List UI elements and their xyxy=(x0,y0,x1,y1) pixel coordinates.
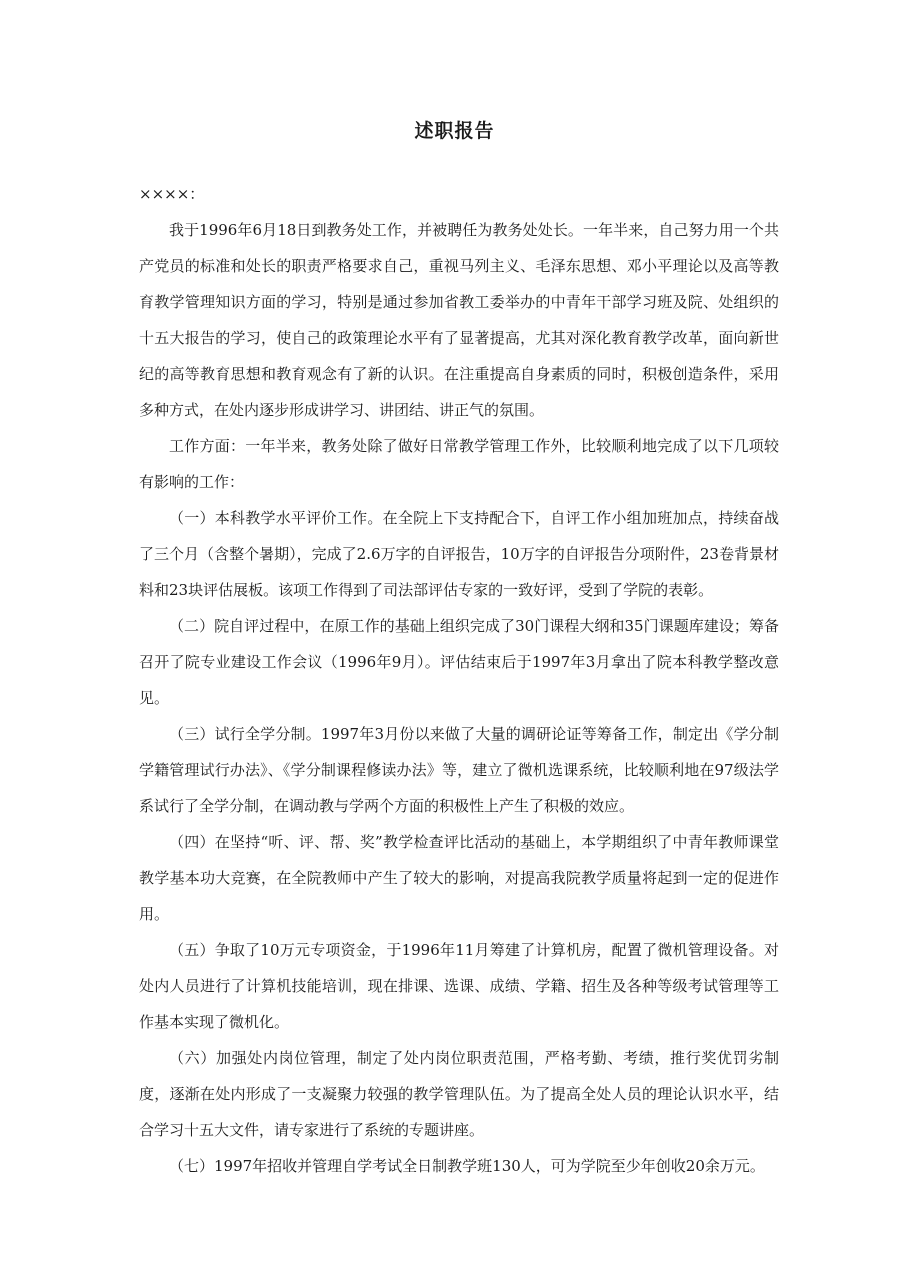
paragraph-item-7: （七）1997年招收并管理自学考试全日制教学班130人，可为学院至少年创收20余万元。 xyxy=(169,1157,765,1175)
paragraph-item-2: （二）院自评过程中，在原工作的基础上组织完成了30门课程大纲和35门课题库建设；筹备召开了院专业建设工作会议（1996年9月）。评估结束后于1997年3月拿出了院本科教学整改意见。 xyxy=(139,617,779,707)
paragraph-work-overview: 工作方面：一年半来，教务处除了做好日常教学管理工作外，比较顺利地完成了以下几项较有影响的工作： xyxy=(139,437,779,491)
document-body xyxy=(139,176,779,1184)
paragraph-item-6: （六）加强处内岗位管理，制定了处内岗位职责范围，严格考勤、考绩，推行奖优罚劣制度，逐渐在处内形成了一支凝聚力较强的教学管理队伍。为了提高全处人员的理论认识水平，结合学习十五大文件，请专家进行了系统的专题讲座。 xyxy=(139,1049,779,1139)
paragraph-item-3: （三）试行全学分制。1997年3月份以来做了大量的调研论证等筹备工作，制定出《学分制学籍管理试行办法》、《学分制课程修读办法》等，建立了微机选课系统，比较顺利地在97级法学系试行了全学分制，在调动教与学两个方面的积极性上产生了积极的效应。 xyxy=(139,725,779,815)
salutation: ××××： xyxy=(139,185,205,203)
paragraph-intro: 我于1996年6月18日到教务处工作，并被聘任为教务处处长。一年半来，自己努力用一个共产党员的标准和处长的职责严格要求自己，重视马列主义、毛泽东思想、邓小平理论以及高等教育教学管理知识方面的学习，特别是通过参加省教工委举办的中青年干部学习班及院、处组织的十五大报告的学习，使自己的政策理论水平有了显著提高，尤其对深化教育教学改革，面向新世纪的高等教育思想和教育观念有了新的认识。在注重提高自身素质的同时，积极创造条件，采用多种方式，在处内逐步形成讲学习、讲团结、讲正气的氛围。 xyxy=(139,221,779,419)
document-title: 述职报告 xyxy=(414,120,495,142)
paragraph-item-1: （一）本科教学水平评价工作。在全院上下支持配合下，自评工作小组加班加点，持续奋战了三个月（含整个暑期），完成了2.6万字的自评报告，10万字的自评报告分项附件，23卷背景材料和23块评估展板。该项工作得到了司法部评估专家的一致好评，受到了学院的表彰。 xyxy=(139,509,779,599)
paragraph-item-5: （五）争取了10万元专项资金，于1996年11月筹建了计算机房，配置了微机管理设备。对处内人员进行了计算机技能培训，现在排课、选课、成绩、学籍、招生及各种等级考试管理等工作基本实现了微机化。 xyxy=(139,941,779,1031)
paragraph-item-4: （四）在坚持“听、评、帮、奖”教学检查评比活动的基础上，本学期组织了中青年教师课堂教学基本功大竞赛，在全院教师中产生了较大的影响，对提高我院教学质量将起到一定的促进作用。 xyxy=(139,833,779,923)
